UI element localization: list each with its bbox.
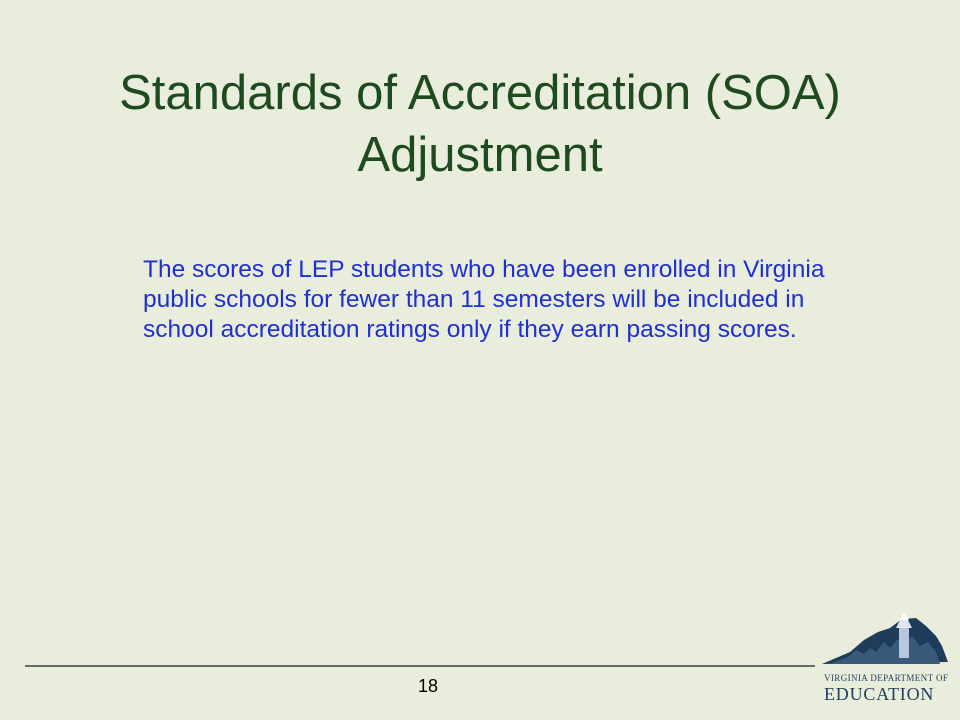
logo-text-line-2: EDUCATION bbox=[824, 684, 935, 704]
slide-title-line-2: Adjustment bbox=[357, 128, 603, 182]
slide-title-line-1: Standards of Accreditation (SOA) bbox=[119, 66, 841, 120]
slide-body-text: The scores of LEP students who have been enrolled in Virginia public schools for fewer than 11 semesters will be included in school accreditation ratings only if they earn passing scores. bbox=[143, 256, 825, 343]
virginia-map-torch-icon bbox=[820, 612, 950, 667]
logo-text-line-1: VIRGINIA DEPARTMENT OF bbox=[824, 673, 949, 683]
vdoe-logo bbox=[820, 612, 950, 707]
slide-title bbox=[40, 62, 920, 186]
footer-divider bbox=[25, 665, 815, 667]
page-number: 18 bbox=[417, 676, 439, 696]
